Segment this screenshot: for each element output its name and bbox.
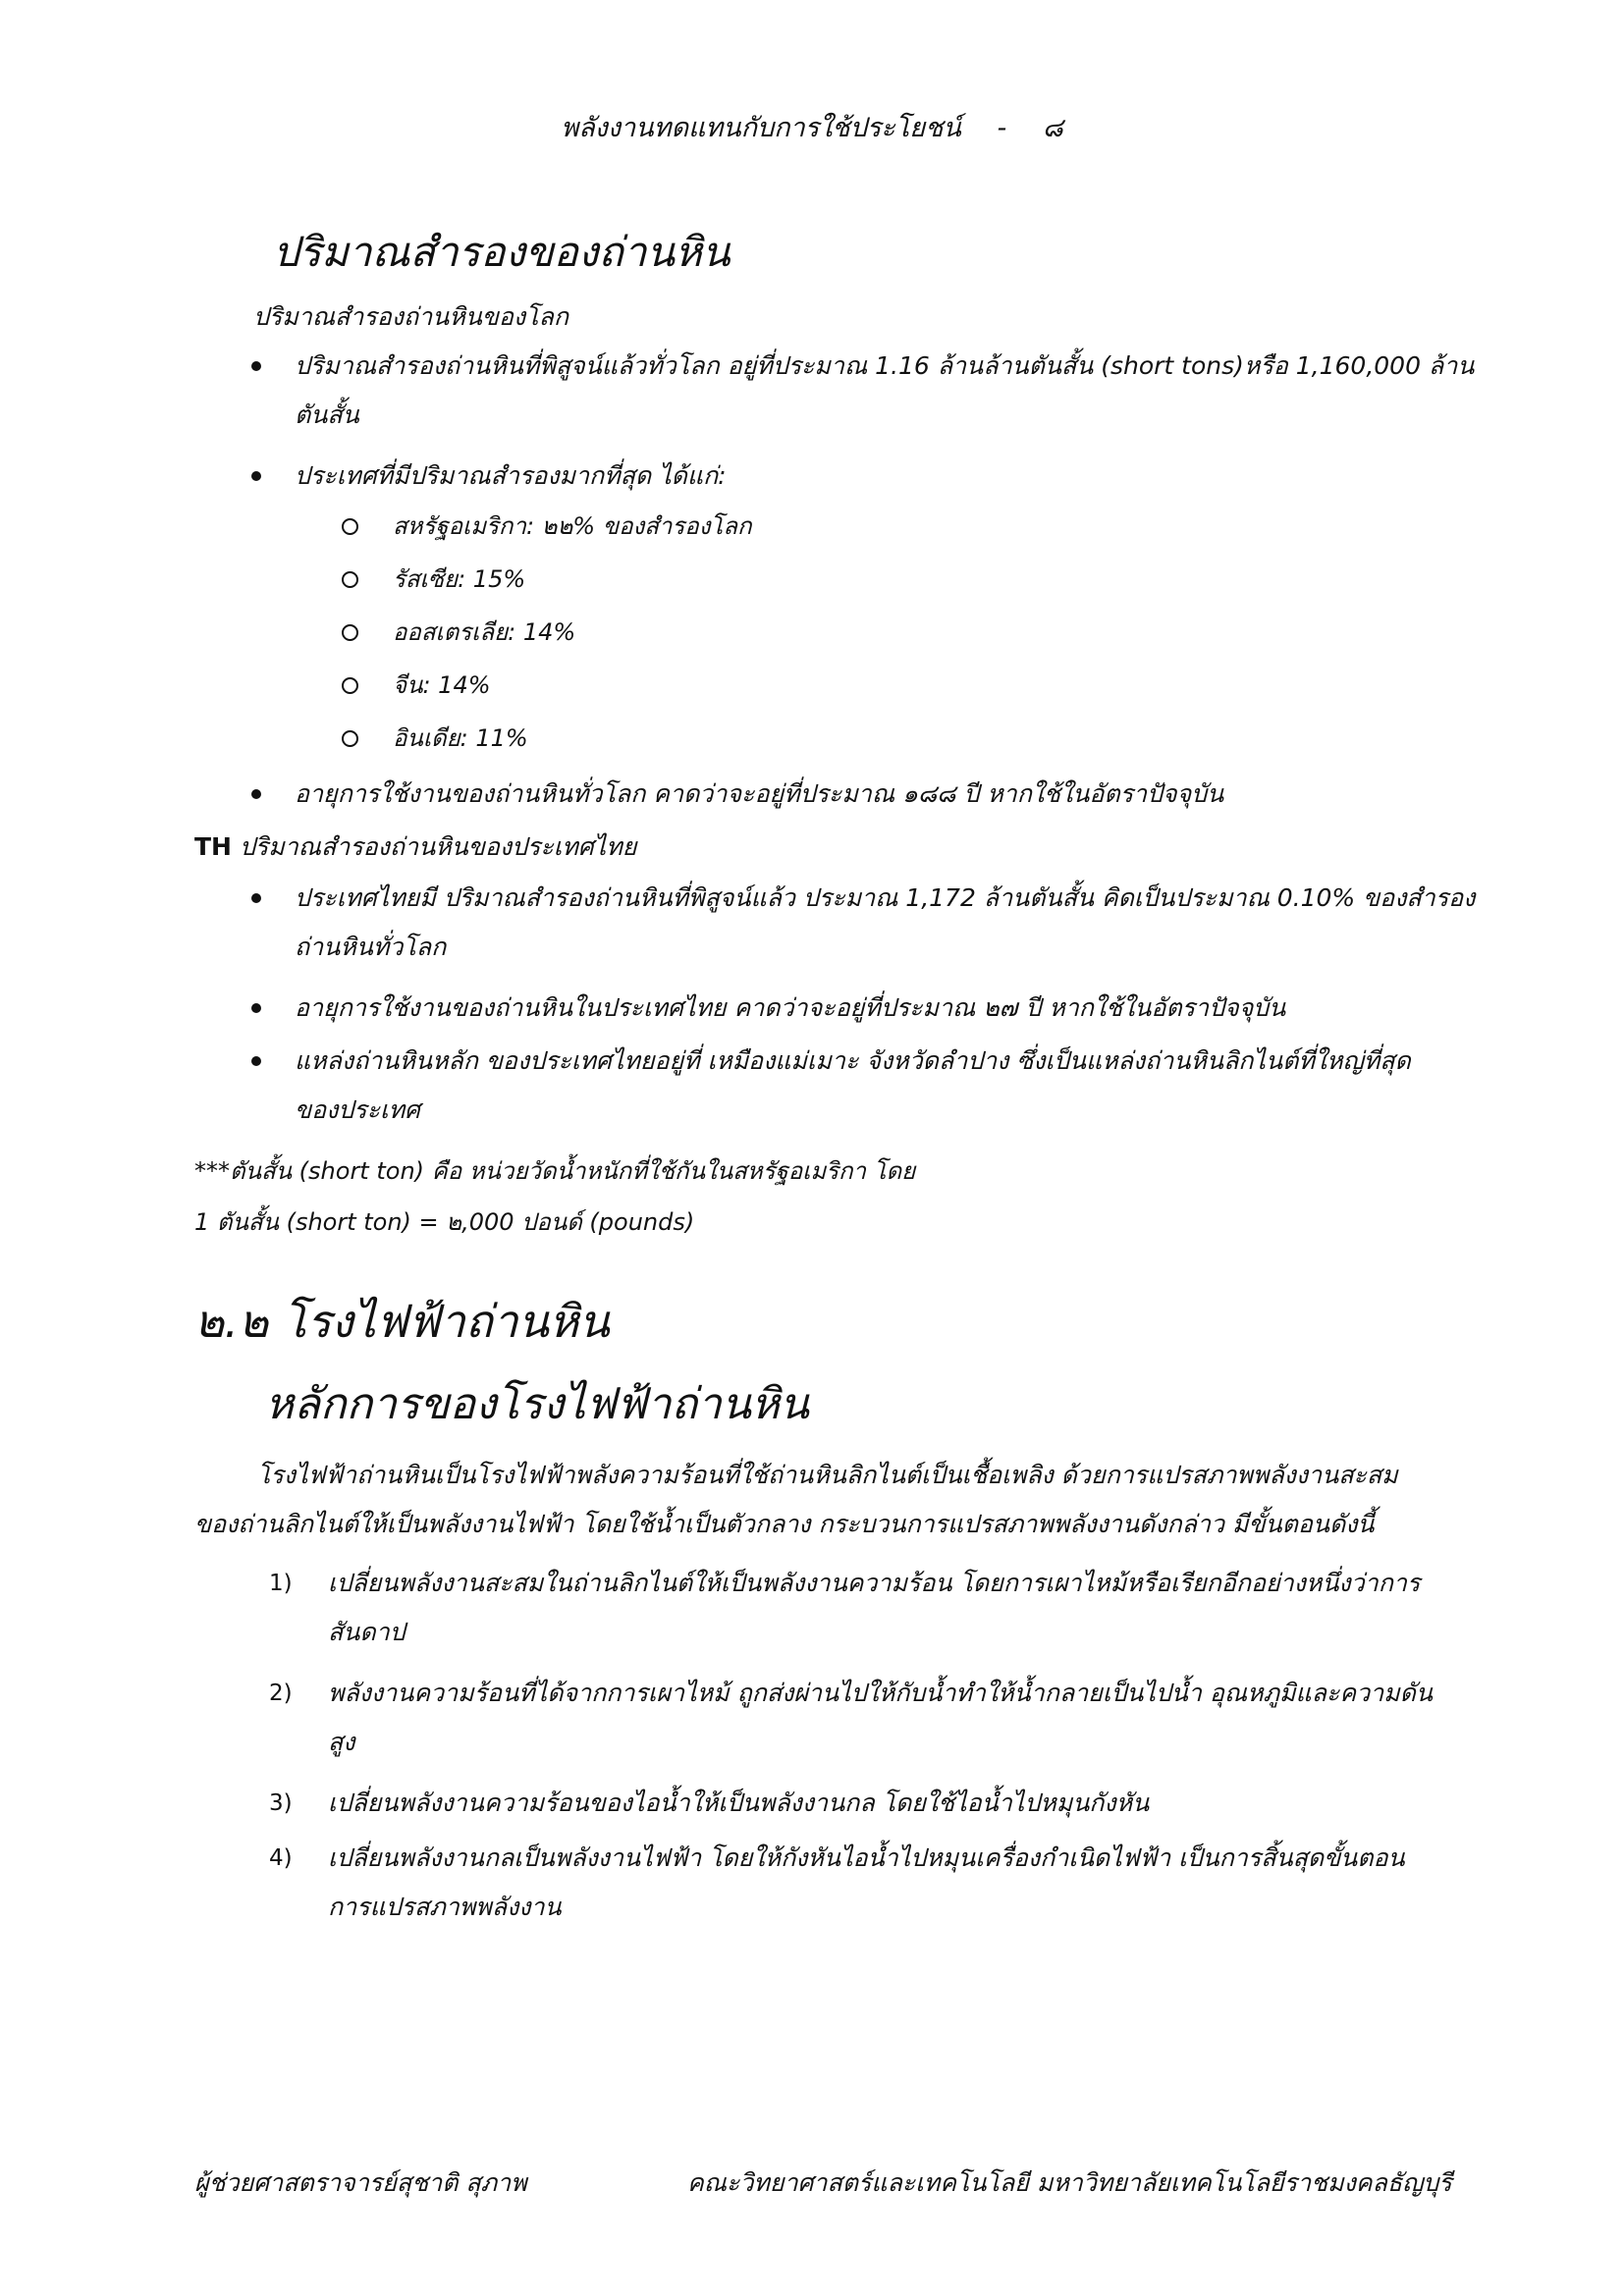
bullet-text-cont: ของประเทศ — [295, 1095, 420, 1124]
reserves-heading: ปริมาณสำรองของถ่านหิน — [273, 228, 731, 276]
list-item — [295, 452, 727, 501]
bullet-icon — [251, 1003, 261, 1013]
thailand-subheading: TH ปริมาณสำรองถ่านหินของประเทศไทย — [194, 832, 637, 861]
bullet-text: ประเทศที่มีปริมาณสำรองมากที่สุด ได้แก่: — [295, 461, 727, 490]
circle-bullet-icon — [342, 518, 358, 535]
country-item: จีน: 14% — [393, 662, 491, 709]
bullet-text: ประเทศไทยมี ปริมาณสำรองถ่านหินที่พิสูจน์แล้ว ประมาณ 1,172 ล้านตันสั้น คิดเป็นประมาณ 0.10% ของสำรอง — [295, 883, 1476, 912]
footnote-line: 1 ตันสั้น (short ton) = ๒,000 ปอนด์ (pounds) — [194, 1208, 695, 1236]
country-item: สหรัฐอเมริกา: ๒๒% ของสำรองโลก — [393, 503, 752, 550]
bullet-text: แหล่งถ่านหินหลัก ของประเทศไทยอยู่ที่ เหมืองแม่เมาะ จังหวัดลำปาง ซึ่งเป็นแหล่งถ่านหินลิกไนต์ที่ใหญ่ที่สุด — [295, 1046, 1411, 1075]
footer-author: ผู้ช่วยศาสตราจารย์สุชาติ สุภาพ — [194, 2168, 527, 2197]
paragraph-line: โรงไฟฟ้าถ่านหินเป็นโรงไฟฟ้าพลังความร้อนที่ใช้ถ่านหินลิกไนต์เป็นเชื้อเพลิง ด้วยการแปรสภาพพลังงานสะสม — [257, 1461, 1398, 1489]
circle-bullet-icon — [342, 730, 358, 747]
numbered-step: 4) เปลี่ยนพลังงานกลเป็นพลังงานไฟฟ้า โดยให้กังหันไอน้ำไปหมุนเครื่องกำเนิดไฟฟ้า เป็นการสิ้นสุดขั้นตอน การแปรสภาพพลังงาน — [328, 1834, 1405, 1932]
bullet-icon — [251, 471, 261, 481]
list-item — [295, 770, 1223, 819]
circle-bullet-icon — [342, 677, 358, 694]
bullet-icon — [251, 789, 261, 799]
bullet-icon — [251, 361, 261, 371]
header-title: พลังงานทดแทนกับการใช้ประโยชน์ — [561, 113, 961, 143]
running-header — [0, 106, 1624, 148]
step-number: 3) — [269, 1790, 293, 1816]
country-item: ออสเตรเลีย: 14% — [393, 609, 575, 656]
step-number: 2) — [269, 1681, 293, 1706]
page-number: ๘ — [1042, 113, 1063, 143]
world-subheading: ปริมาณสำรองถ่านหินของโลก — [253, 302, 568, 331]
bullet-icon — [251, 1056, 261, 1066]
bullet-text: อายุการใช้งานของถ่านหินในประเทศไทย คาดว่าจะอยู่ที่ประมาณ ๒๗ ปี หากใช้ในอัตราปัจจุบัน — [295, 993, 1286, 1022]
paragraph-line: ของถ่านลิกไนต์ให้เป็นพลังงานไฟฟ้า โดยใช้น้ำเป็นตัวกลาง กระบวนการแปรสภาพพลังงานดังกล่าว มีขั้นตอนดังนี้ — [194, 1510, 1375, 1538]
country-item: อินเดีย: 11% — [393, 715, 528, 762]
numbered-step: 1) เปลี่ยนพลังงานสะสมในถ่านลิกไนต์ให้เป็นพลังงานความร้อน โดยการเผาไหม้หรือเรียกอีกอย่างหนึ่งว่าการ สันดาป — [328, 1559, 1420, 1657]
list-item — [295, 984, 1285, 1033]
footer-institution: คณะวิทยาศาสตร์และเทคโนโลยี มหาวิทยาลัยเทคโนโลยีราชมงคลธัญบุรี — [687, 2168, 1452, 2197]
th-flag-label: TH — [194, 832, 232, 861]
numbered-step: 2) พลังงานความร้อนที่ได้จากการเผาไหม้ ถูกส่งผ่านไปให้กับน้ำทำให้น้ำกลายเป็นไปน้ำ อุณหภูมิและความดัน สูง — [328, 1669, 1433, 1767]
step-number: 1) — [269, 1571, 293, 1596]
list-item — [295, 1037, 1411, 1135]
bullet-text-cont: ตันสั้น — [295, 400, 359, 429]
circle-bullet-icon — [342, 571, 358, 588]
header-separator: - — [997, 113, 1007, 143]
list-item — [295, 342, 1474, 440]
bullet-text-cont: ถ่านหินทั่วโลก — [295, 933, 447, 961]
plant-subheading: หลักการของโรงไฟฟ้าถ่านหิน — [265, 1379, 809, 1429]
list-item — [295, 874, 1475, 972]
numbered-step: 3) เปลี่ยนพลังงานความร้อนของไอน้ำให้เป็นพลังงานกล โดยใช้ไอน้ำไปหมุนกังหัน — [328, 1779, 1149, 1828]
plant-heading: ๒.๒ โรงไฟฟ้าถ่านหิน — [194, 1295, 610, 1348]
step-number: 4) — [269, 1845, 293, 1871]
bullet-text: อายุการใช้งานของถ่านหินทั่วโลก คาดว่าจะอยู่ที่ประมาณ ๑๘๘ ปี หากใช้ในอัตราปัจจุบัน — [295, 779, 1224, 808]
circle-bullet-icon — [342, 624, 358, 641]
country-item: รัสเซีย: 15% — [393, 556, 525, 603]
bullet-icon — [251, 893, 261, 903]
footnote-line: ***ตันสั้น (short ton) คือ หน่วยวัดน้ำหนักที่ใช้กันในสหรัฐอเมริกา โดย — [194, 1157, 916, 1185]
bullet-text: ปริมาณสำรองถ่านหินที่พิสูจน์แล้วทั่วโลก อยู่ที่ประมาณ 1.16 ล้านล้านตันสั้น (short tons)หรือ 1,160,000 ล้าน — [295, 351, 1475, 380]
